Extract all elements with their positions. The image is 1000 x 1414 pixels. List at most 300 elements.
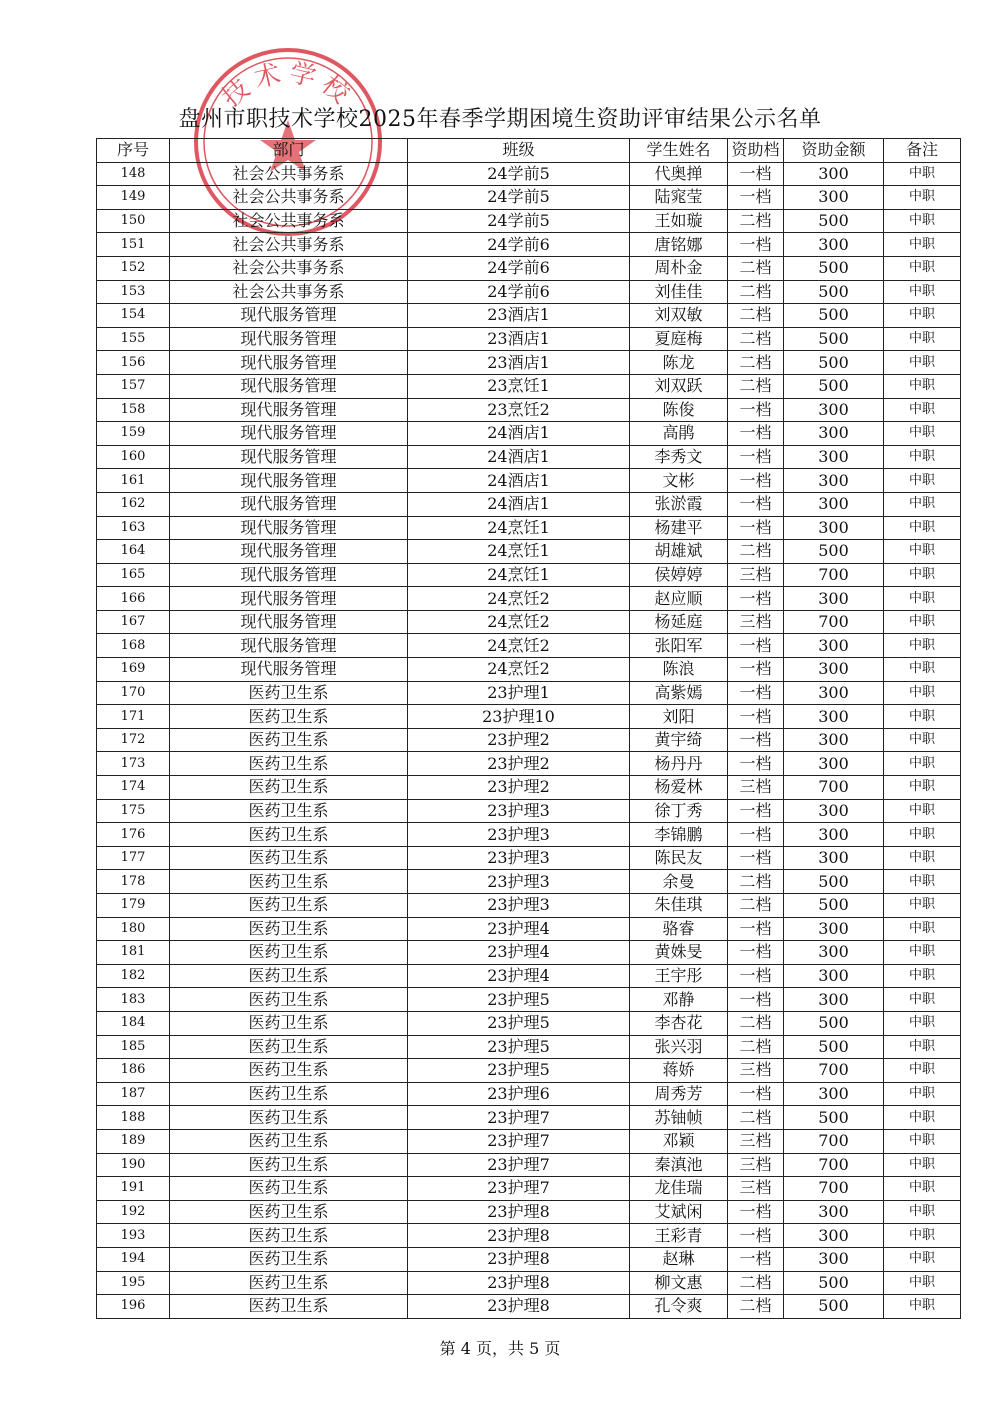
aid-amount-cell: 300 [784,752,884,776]
table-body [97,162,961,1318]
aid-amount-cell: 500 [784,327,884,351]
aid-amount-cell: 700 [784,776,884,800]
aid-level-cell: 一档 [728,492,784,516]
serial-cell: 173 [97,752,170,776]
department-cell: 医药卫生系 [170,941,408,965]
student-name-cell: 邓颖 [630,1129,728,1153]
department-cell: 医药卫生系 [170,1200,408,1224]
class-cell: 23护理3 [408,870,630,894]
department-cell: 现代服务管理 [170,469,408,493]
table-row [97,256,961,280]
class-cell: 24烹饪2 [408,634,630,658]
student-name-cell: 王如璇 [630,209,728,233]
department-cell: 现代服务管理 [170,422,408,446]
aid-amount-cell: 300 [784,917,884,941]
class-cell: 24烹饪2 [408,610,630,634]
student-name-cell: 余曼 [630,870,728,894]
note-cell: 中职 [884,610,961,634]
aid-level-cell: 二档 [728,209,784,233]
student-name-cell: 艾斌闲 [630,1200,728,1224]
table-row [97,776,961,800]
department-cell: 医药卫生系 [170,1224,408,1248]
aid-amount-cell: 500 [784,256,884,280]
document-title: 盘州市职技术学校2025年春季学期困境生资助评审结果公示名单 [178,107,822,132]
table-row [97,917,961,941]
note-cell: 中职 [884,1224,961,1248]
aid-amount-cell: 300 [784,422,884,446]
student-name-cell: 王宇彤 [630,964,728,988]
serial-cell: 175 [97,799,170,823]
serial-cell: 194 [97,1247,170,1271]
department-cell: 医药卫生系 [170,1129,408,1153]
note-cell: 中职 [884,1059,961,1083]
serial-cell: 179 [97,894,170,918]
serial-cell: 160 [97,445,170,469]
aid-level-cell: 一档 [728,1224,784,1248]
class-cell: 23护理6 [408,1082,630,1106]
student-name-cell: 邓静 [630,988,728,1012]
aid-level-cell: 一档 [728,516,784,540]
aid-level-cell: 一档 [728,186,784,210]
serial-cell: 187 [97,1082,170,1106]
note-cell: 中职 [884,964,961,988]
aid-amount-cell: 500 [784,351,884,375]
class-cell: 23护理5 [408,1011,630,1035]
note-cell: 中职 [884,280,961,304]
class-cell: 24学前5 [408,209,630,233]
aid-amount-cell: 300 [784,941,884,965]
class-cell: 23护理2 [408,776,630,800]
department-cell: 社会公共事务系 [170,209,408,233]
student-name-cell: 李秀文 [630,445,728,469]
department-cell: 医药卫生系 [170,1011,408,1035]
department-cell: 现代服务管理 [170,634,408,658]
table-row [97,398,961,422]
class-cell: 23护理8 [408,1271,630,1295]
class-cell: 24酒店1 [408,492,630,516]
table-row [97,894,961,918]
table-row [97,1224,961,1248]
note-cell: 中职 [884,1082,961,1106]
note-cell: 中职 [884,540,961,564]
aid-amount-cell: 300 [784,799,884,823]
class-cell: 24学前6 [408,280,630,304]
department-cell: 现代服务管理 [170,492,408,516]
aid-amount-cell: 300 [784,233,884,257]
aid-level-cell: 一档 [728,422,784,446]
aid-level-cell: 一档 [728,705,784,729]
student-name-cell: 陈龙 [630,351,728,375]
aid-amount-cell: 700 [784,1129,884,1153]
class-cell: 24烹饪1 [408,540,630,564]
note-cell: 中职 [884,941,961,965]
aid-level-cell: 二档 [728,351,784,375]
aid-level-cell: 二档 [728,894,784,918]
class-cell: 24酒店1 [408,445,630,469]
aid-amount-cell: 700 [784,610,884,634]
table-row [97,610,961,634]
student-name-cell: 李锦鹏 [630,823,728,847]
student-name-cell: 黄宇绮 [630,728,728,752]
student-name-cell: 刘双敏 [630,304,728,328]
note-cell: 中职 [884,398,961,422]
aid-level-cell: 二档 [728,1295,784,1319]
aid-level-cell: 三档 [728,1177,784,1201]
aid-level-cell: 一档 [728,917,784,941]
note-cell: 中职 [884,492,961,516]
student-name-cell: 王彩青 [630,1224,728,1248]
department-cell: 现代服务管理 [170,445,408,469]
aid-amount-cell: 500 [784,374,884,398]
aid-amount-cell: 500 [784,540,884,564]
table-row [97,563,961,587]
header-department: 部门 [170,139,408,163]
table-row [97,1271,961,1295]
department-cell: 医药卫生系 [170,823,408,847]
aid-amount-cell: 500 [784,280,884,304]
header-class: 班级 [408,139,630,163]
table-row [97,304,961,328]
aid-amount-cell: 300 [784,162,884,186]
serial-cell: 165 [97,563,170,587]
aid-level-cell: 二档 [728,1011,784,1035]
class-cell: 23护理4 [408,941,630,965]
note-cell: 中职 [884,1153,961,1177]
class-cell: 23护理3 [408,823,630,847]
department-cell: 医药卫生系 [170,776,408,800]
aid-level-cell: 二档 [728,327,784,351]
class-cell: 24学前5 [408,186,630,210]
table-row [97,1295,961,1319]
serial-cell: 181 [97,941,170,965]
department-cell: 现代服务管理 [170,563,408,587]
class-cell: 23护理4 [408,964,630,988]
note-cell: 中职 [884,1247,961,1271]
serial-cell: 195 [97,1271,170,1295]
note-cell: 中职 [884,1129,961,1153]
department-cell: 医药卫生系 [170,917,408,941]
aid-amount-cell: 300 [784,846,884,870]
department-cell: 医药卫生系 [170,1271,408,1295]
table-row [97,799,961,823]
aid-amount-cell: 700 [784,1059,884,1083]
note-cell: 中职 [884,209,961,233]
note-cell: 中职 [884,894,961,918]
serial-cell: 152 [97,256,170,280]
department-cell: 现代服务管理 [170,587,408,611]
table-row [97,327,961,351]
table-row [97,681,961,705]
table-row [97,1082,961,1106]
student-name-cell: 刘双跃 [630,374,728,398]
aid-level-cell: 一档 [728,1200,784,1224]
class-cell: 23酒店1 [408,351,630,375]
header-serial: 序号 [97,139,170,163]
serial-cell: 180 [97,917,170,941]
serial-cell: 148 [97,162,170,186]
class-cell: 24烹饪2 [408,587,630,611]
aid-level-cell: 一档 [728,1082,784,1106]
student-name-cell: 代奥掸 [630,162,728,186]
note-cell: 中职 [884,799,961,823]
serial-cell: 177 [97,846,170,870]
table-row [97,1247,961,1271]
serial-cell: 158 [97,398,170,422]
class-cell: 23护理5 [408,988,630,1012]
student-name-cell: 张兴羽 [630,1035,728,1059]
note-cell: 中职 [884,422,961,446]
serial-cell: 192 [97,1200,170,1224]
aid-amount-cell: 500 [784,1106,884,1130]
aid-level-cell: 一档 [728,398,784,422]
serial-cell: 150 [97,209,170,233]
note-cell: 中职 [884,304,961,328]
note-cell: 中职 [884,445,961,469]
class-cell: 23护理5 [408,1059,630,1083]
note-cell: 中职 [884,1177,961,1201]
student-name-cell: 杨爱林 [630,776,728,800]
note-cell: 中职 [884,776,961,800]
note-cell: 中职 [884,658,961,682]
table-row [97,1011,961,1035]
aid-amount-cell: 300 [784,964,884,988]
serial-cell: 164 [97,540,170,564]
aid-amount-cell: 300 [784,728,884,752]
serial-cell: 159 [97,422,170,446]
table-row [97,658,961,682]
department-cell: 医药卫生系 [170,1035,408,1059]
note-cell: 中职 [884,1106,961,1130]
note-cell: 中职 [884,1011,961,1035]
serial-cell: 169 [97,658,170,682]
class-cell: 23护理5 [408,1035,630,1059]
aid-level-cell: 一档 [728,587,784,611]
student-name-cell: 张阳军 [630,634,728,658]
serial-cell: 183 [97,988,170,1012]
page-footer: 第 4 页，共 5 页 [439,1339,561,1358]
class-cell: 23护理8 [408,1247,630,1271]
table-row [97,1035,961,1059]
student-name-cell: 陈浪 [630,658,728,682]
department-cell: 医药卫生系 [170,870,408,894]
serial-cell: 166 [97,587,170,611]
table-row [97,1200,961,1224]
class-cell: 24烹饪2 [408,658,630,682]
aid-level-cell: 二档 [728,304,784,328]
aid-level-cell: 一档 [728,233,784,257]
aid-amount-cell: 300 [784,1224,884,1248]
student-name-cell: 孔令爽 [630,1295,728,1319]
student-name-cell: 赵琳 [630,1247,728,1271]
student-name-cell: 陈民友 [630,846,728,870]
department-cell: 医药卫生系 [170,1082,408,1106]
header-aid-amount: 资助金额 [784,139,884,163]
aid-amount-cell: 500 [784,1295,884,1319]
aid-amount-cell: 500 [784,870,884,894]
class-cell: 23酒店1 [408,327,630,351]
aid-amount-cell: 700 [784,1153,884,1177]
aid-level-cell: 一档 [728,445,784,469]
table-row [97,752,961,776]
seal-text: 技术学校 [216,57,360,114]
student-name-cell: 龙佳瑞 [630,1177,728,1201]
aid-amount-cell: 700 [784,1177,884,1201]
aid-level-cell: 三档 [728,563,784,587]
table-row [97,162,961,186]
aid-level-cell: 二档 [728,1106,784,1130]
student-name-cell: 李杏花 [630,1011,728,1035]
department-cell: 医药卫生系 [170,894,408,918]
table-row [97,1129,961,1153]
department-cell: 医药卫生系 [170,705,408,729]
aid-amount-cell: 300 [784,492,884,516]
table-row [97,233,961,257]
class-cell: 23护理3 [408,799,630,823]
note-cell: 中职 [884,374,961,398]
note-cell: 中职 [884,516,961,540]
student-name-cell: 文彬 [630,469,728,493]
note-cell: 中职 [884,1295,961,1319]
class-cell: 23护理7 [408,1177,630,1201]
student-name-cell: 刘佳佳 [630,280,728,304]
note-cell: 中职 [884,917,961,941]
department-cell: 医药卫生系 [170,1177,408,1201]
class-cell: 24烹饪1 [408,563,630,587]
student-name-cell: 苏铀帧 [630,1106,728,1130]
table-row [97,870,961,894]
table-row [97,728,961,752]
note-cell: 中职 [884,823,961,847]
student-name-cell: 刘阳 [630,705,728,729]
note-cell: 中职 [884,469,961,493]
table-row [97,374,961,398]
table-row [97,634,961,658]
serial-cell: 167 [97,610,170,634]
student-name-cell: 赵应顺 [630,587,728,611]
table-row [97,823,961,847]
note-cell: 中职 [884,728,961,752]
aid-level-cell: 二档 [728,870,784,894]
note-cell: 中职 [884,870,961,894]
student-name-cell: 柳文惠 [630,1271,728,1295]
serial-cell: 196 [97,1295,170,1319]
department-cell: 医药卫生系 [170,1059,408,1083]
student-name-cell: 杨延庭 [630,610,728,634]
department-cell: 现代服务管理 [170,540,408,564]
aid-amount-cell: 300 [784,516,884,540]
student-name-cell: 徐丁秀 [630,799,728,823]
table-row [97,1177,961,1201]
serial-cell: 190 [97,1153,170,1177]
table-row [97,280,961,304]
table-row [97,846,961,870]
department-cell: 现代服务管理 [170,374,408,398]
department-cell: 医药卫生系 [170,1153,408,1177]
serial-cell: 178 [97,870,170,894]
aid-amount-cell: 500 [784,1011,884,1035]
header-aid-level: 资助档 [728,139,784,163]
aid-amount-cell: 300 [784,705,884,729]
aid-amount-cell: 700 [784,563,884,587]
serial-cell: 170 [97,681,170,705]
note-cell: 中职 [884,186,961,210]
note-cell: 中职 [884,1035,961,1059]
aid-level-cell: 一档 [728,728,784,752]
serial-cell: 182 [97,964,170,988]
class-cell: 23烹饪2 [408,398,630,422]
serial-cell: 168 [97,634,170,658]
serial-cell: 185 [97,1035,170,1059]
table-row [97,445,961,469]
department-cell: 医药卫生系 [170,1106,408,1130]
note-cell: 中职 [884,1200,961,1224]
student-name-cell: 朱佳琪 [630,894,728,918]
serial-cell: 172 [97,728,170,752]
table-row [97,1106,961,1130]
table-row [97,988,961,1012]
serial-cell: 189 [97,1129,170,1153]
aid-amount-cell: 300 [784,445,884,469]
header-note: 备注 [884,139,961,163]
department-cell: 现代服务管理 [170,516,408,540]
student-name-cell: 周朴金 [630,256,728,280]
aid-amount-cell: 300 [784,634,884,658]
note-cell: 中职 [884,681,961,705]
serial-cell: 191 [97,1177,170,1201]
department-cell: 社会公共事务系 [170,233,408,257]
note-cell: 中职 [884,1271,961,1295]
aid-level-cell: 一档 [728,988,784,1012]
serial-cell: 157 [97,374,170,398]
serial-cell: 154 [97,304,170,328]
note-cell: 中职 [884,563,961,587]
aid-amount-cell: 300 [784,988,884,1012]
table-header-row [97,139,961,163]
note-cell: 中职 [884,351,961,375]
serial-cell: 184 [97,1011,170,1035]
table-row [97,540,961,564]
department-cell: 医药卫生系 [170,846,408,870]
aid-level-cell: 三档 [728,1129,784,1153]
department-cell: 医药卫生系 [170,1247,408,1271]
table-row [97,469,961,493]
aid-level-cell: 二档 [728,1271,784,1295]
aid-amount-cell: 500 [784,304,884,328]
department-cell: 现代服务管理 [170,351,408,375]
student-name-cell: 唐铭娜 [630,233,728,257]
note-cell: 中职 [884,846,961,870]
department-cell: 社会公共事务系 [170,280,408,304]
aid-level-cell: 一档 [728,799,784,823]
class-cell: 23护理3 [408,846,630,870]
note-cell: 中职 [884,988,961,1012]
aid-amount-cell: 500 [784,209,884,233]
table-row [97,964,961,988]
header-student-name: 学生姓名 [630,139,728,163]
aid-level-cell: 三档 [728,1153,784,1177]
aid-level-cell: 一档 [728,941,784,965]
aid-level-cell: 三档 [728,610,784,634]
aid-level-cell: 一档 [728,964,784,988]
class-cell: 23护理7 [408,1106,630,1130]
student-name-cell: 蒋娇 [630,1059,728,1083]
aid-amount-cell: 300 [784,681,884,705]
table-row [97,516,961,540]
class-cell: 24学前5 [408,162,630,186]
student-name-cell: 张淤霞 [630,492,728,516]
aid-amount-cell: 300 [784,469,884,493]
class-cell: 23护理2 [408,728,630,752]
